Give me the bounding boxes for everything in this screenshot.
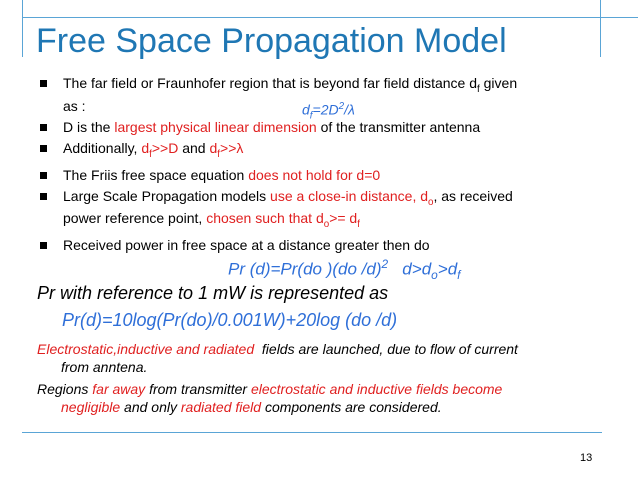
text: d — [141, 139, 150, 156]
highlight: Electrostatic,inductive and radiated — [37, 341, 255, 357]
text: use a close-in distance, d — [270, 187, 429, 204]
slide-title: Free Space Propagation Model — [36, 22, 507, 60]
highlight: negligible — [61, 399, 121, 415]
text: d>d — [388, 259, 432, 279]
text: power reference point, — [63, 210, 207, 227]
bullet-list — [40, 75, 610, 258]
text: d — [302, 101, 310, 118]
text: from anntena. — [61, 359, 148, 375]
text: >d — [437, 259, 458, 279]
text: and — [178, 139, 210, 156]
highlight — [206, 210, 360, 231]
text: Large Scale Propagation models — [63, 187, 271, 204]
left-rule — [22, 0, 23, 57]
text: given — [479, 75, 518, 91]
mw-reference-heading: Pr with reference to 1 mW is represented as — [37, 283, 389, 303]
highlight: radiated field — [180, 399, 262, 415]
highlight — [270, 187, 434, 208]
highlight: far away — [92, 381, 146, 397]
highlight: largest physical linear dimension — [114, 118, 317, 135]
text: Received power in free space at a distance greater then do — [63, 237, 430, 254]
right-rule — [600, 0, 601, 57]
bullet-friis — [40, 167, 610, 184]
received-power-equation — [228, 257, 460, 282]
bullet-dimension — [40, 119, 610, 136]
subscript: f — [457, 268, 461, 283]
subscript: f — [217, 148, 221, 160]
text: Pr (d)=Pr(do )(do /d) — [228, 259, 382, 279]
line — [37, 399, 442, 415]
bullet-far-field — [40, 75, 610, 122]
subscript: f — [149, 148, 152, 160]
text: D is the — [63, 118, 115, 135]
text: >= d — [329, 210, 358, 227]
text: Regions — [37, 381, 93, 397]
text: , as received — [433, 187, 513, 204]
text: The Friis free space equation — [63, 166, 249, 183]
superscript: 2 — [338, 100, 345, 112]
page-number: 13 — [580, 452, 593, 464]
bottom-rule — [22, 432, 602, 433]
highlight — [141, 139, 179, 160]
text: >>D — [151, 139, 179, 156]
bullet-received-power — [40, 237, 610, 254]
text: from transmitter — [145, 381, 251, 397]
text: Additionally, — [63, 139, 142, 156]
subscript: o — [431, 268, 438, 283]
highlight — [209, 139, 244, 160]
highlight: does not hold for d=0 — [248, 166, 381, 183]
text: /λ — [344, 101, 355, 118]
subscript: f — [357, 219, 360, 231]
bullet-additionally — [40, 140, 610, 163]
text: =2D — [312, 101, 339, 118]
text: fields are launched, due to flow of current — [254, 341, 518, 357]
text: as : — [63, 97, 86, 114]
text: chosen such that d — [206, 210, 324, 227]
paragraph-fields — [37, 340, 612, 376]
bullet-large-scale — [40, 188, 610, 234]
highlight: electrostatic and inductive fields become — [250, 381, 503, 397]
subscript: f — [309, 110, 313, 122]
text: components are considered. — [261, 399, 442, 415]
superscript: 2 — [381, 257, 389, 271]
paragraph-regions — [37, 380, 612, 416]
dbm-equation: Pr(d)=10log(Pr(do)/0.001W)+20log (do /d) — [62, 310, 398, 330]
subscript: o — [428, 196, 434, 208]
text: d — [209, 139, 218, 156]
text: and only — [120, 399, 181, 415]
top-rule — [22, 17, 638, 18]
subscript: f — [477, 83, 480, 95]
text: The far field or Fraunhofer region that is beyond far field distance d — [63, 75, 478, 91]
text: >>λ — [220, 139, 244, 156]
text: of the transmitter antenna — [316, 118, 481, 135]
subscript: o — [323, 219, 330, 231]
